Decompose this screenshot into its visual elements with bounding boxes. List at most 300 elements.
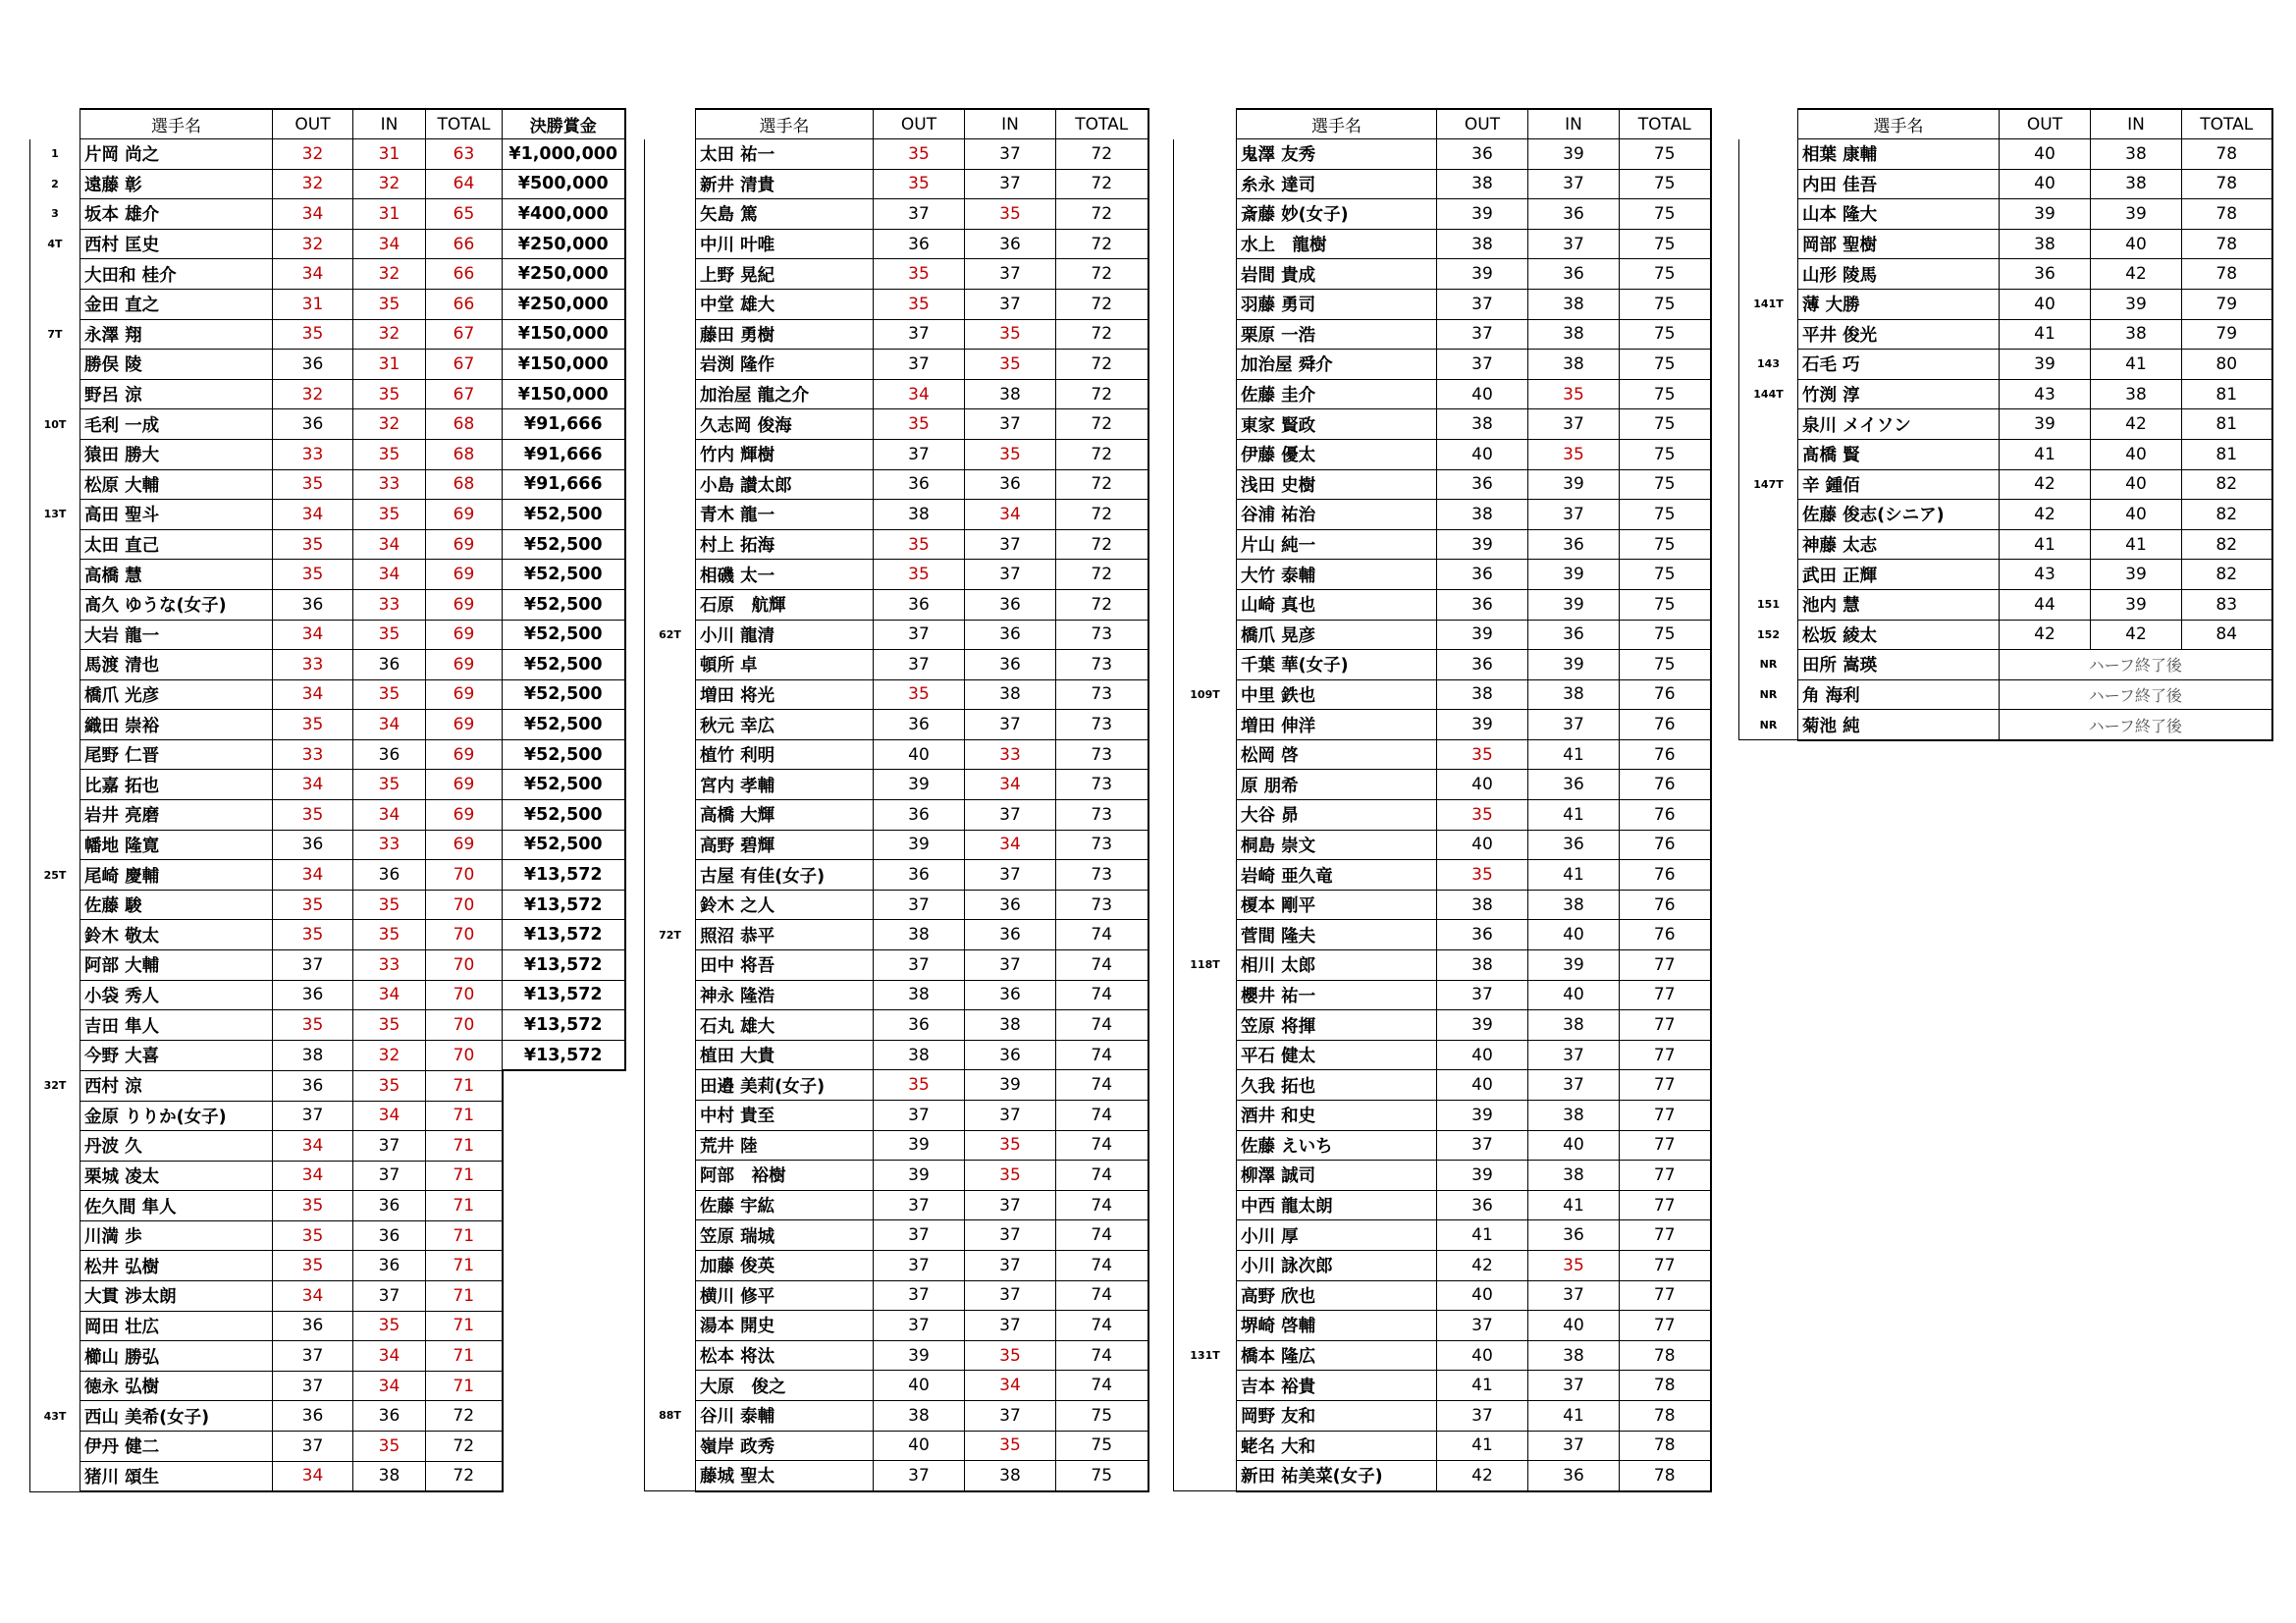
total-score: 74 <box>1056 920 1148 950</box>
in-score: 34 <box>965 500 1056 530</box>
out-score: 36 <box>874 469 965 500</box>
total-score: 76 <box>1620 830 1711 860</box>
in-score: 36 <box>965 980 1056 1010</box>
out-score: 42 <box>1437 1461 1528 1491</box>
total-score: 72 <box>1056 319 1148 350</box>
in-score: 38 <box>1528 319 1620 350</box>
player-name: 太田 直己 <box>80 529 273 560</box>
in-score: 35 <box>965 1431 1056 1461</box>
in-score: 36 <box>353 650 426 680</box>
table-row <box>1174 169 1711 199</box>
table-row <box>30 439 625 469</box>
rank-cell <box>1174 620 1237 650</box>
out-score: 43 <box>2000 560 2091 590</box>
rank-cell <box>645 1101 696 1131</box>
table-row <box>30 1401 625 1432</box>
rank-cell <box>1174 830 1237 860</box>
in-score: 34 <box>965 770 1056 800</box>
in-score: 40 <box>2091 469 2182 500</box>
table-row <box>1739 620 2272 650</box>
in-score: 34 <box>353 1101 426 1131</box>
out-score: 39 <box>874 1340 965 1371</box>
total-score: 73 <box>1056 860 1148 891</box>
rank-cell: 13T <box>30 500 80 530</box>
total-score: 74 <box>1056 1340 1148 1371</box>
table-row <box>30 650 625 680</box>
in-score: 31 <box>353 139 426 170</box>
in-score: 37 <box>965 1280 1056 1311</box>
prize-amount: ¥52,500 <box>503 650 625 680</box>
prize-amount: ¥52,500 <box>503 679 625 710</box>
rank-cell <box>1174 1070 1237 1101</box>
prize-amount: ¥52,500 <box>503 500 625 530</box>
half-finish-note: ハーフ終了後 <box>2000 710 2272 740</box>
table-row <box>30 620 625 650</box>
total-score: 72 <box>1056 229 1148 259</box>
player-name: 相川 太郎 <box>1237 950 1437 981</box>
table-row <box>1174 1130 1711 1161</box>
table-row <box>645 920 1148 950</box>
rank-cell: 152 <box>1739 620 1798 650</box>
player-name: 今野 大喜 <box>80 1040 273 1070</box>
total-score: 72 <box>1056 589 1148 620</box>
in-score: 35 <box>353 920 426 950</box>
rank-cell <box>645 650 696 680</box>
table-row <box>645 169 1148 199</box>
total-header: TOTAL <box>2182 109 2272 139</box>
out-score: 35 <box>273 710 353 740</box>
rank-cell: NR <box>1739 650 1798 680</box>
table-row <box>1174 1431 1711 1461</box>
total-score: 81 <box>2182 379 2272 409</box>
player-name: 片山 純一 <box>1237 529 1437 560</box>
in-score: 36 <box>965 920 1056 950</box>
table-row <box>645 890 1148 920</box>
player-name: 大谷 昴 <box>1237 800 1437 831</box>
table-row <box>1739 439 2272 469</box>
total-score: 69 <box>426 770 503 800</box>
rank-cell: 3 <box>30 199 80 230</box>
rank-cell: NR <box>1739 679 1798 710</box>
out-score: 37 <box>874 890 965 920</box>
rank-cell <box>30 589 80 620</box>
rank-cell <box>30 1251 80 1281</box>
total-score: 71 <box>426 1131 503 1162</box>
table-row <box>30 1191 625 1221</box>
out-score: 34 <box>273 860 353 891</box>
in-score: 41 <box>1528 1190 1620 1220</box>
out-score: 37 <box>874 199 965 230</box>
out-score: 39 <box>874 1130 965 1161</box>
rank-header <box>30 109 80 139</box>
rank-cell <box>645 1220 696 1251</box>
in-score: 38 <box>1528 350 1620 380</box>
prize-amount: ¥250,000 <box>503 229 625 259</box>
player-name: 鈴木 之人 <box>696 890 874 920</box>
out-score: 43 <box>2000 379 2091 409</box>
prize-amount: ¥13,572 <box>503 1040 625 1070</box>
in-score: 38 <box>1528 1010 1620 1041</box>
player-name: 金原 りりか(女子) <box>80 1101 273 1131</box>
player-name: 岡部 聖樹 <box>1798 229 2000 259</box>
player-name: 神藤 太志 <box>1798 529 2000 560</box>
out-score: 37 <box>874 350 965 380</box>
in-score: 41 <box>1528 860 1620 891</box>
out-score: 39 <box>1437 529 1528 560</box>
in-score: 35 <box>965 439 1056 469</box>
in-score: 38 <box>965 1010 1056 1041</box>
out-score: 32 <box>273 379 353 409</box>
total-score: 72 <box>426 1461 503 1491</box>
rank-cell <box>1174 1220 1237 1251</box>
out-score: 35 <box>874 1070 965 1101</box>
rank-cell <box>645 289 696 319</box>
player-name: 中里 鉄也 <box>1237 679 1437 710</box>
in-score: 38 <box>1528 1340 1620 1371</box>
table-row <box>1739 169 2272 199</box>
rank-cell <box>645 1190 696 1220</box>
prize-amount: ¥500,000 <box>503 169 625 199</box>
total-score: 69 <box>426 650 503 680</box>
rank-cell <box>645 710 696 740</box>
table-row <box>1739 589 2272 620</box>
rank-cell: 32T <box>30 1070 80 1101</box>
out-score: 34 <box>273 199 353 230</box>
player-name: 村上 拓海 <box>696 529 874 560</box>
out-header: OUT <box>874 109 965 139</box>
rank-cell <box>1174 1371 1237 1401</box>
table-row <box>1174 679 1711 710</box>
table-row <box>1174 529 1711 560</box>
rank-cell <box>1739 199 1798 230</box>
in-score: 34 <box>965 1371 1056 1401</box>
out-score: 40 <box>2000 289 2091 319</box>
table-row <box>645 1161 1148 1191</box>
out-score: 35 <box>874 409 965 440</box>
player-name: 小川 詠次郎 <box>1237 1250 1437 1280</box>
prize-amount: ¥52,500 <box>503 710 625 740</box>
total-score: 75 <box>1620 259 1711 290</box>
rank-cell <box>1739 439 1798 469</box>
out-score: 35 <box>1437 860 1528 891</box>
out-score: 37 <box>273 950 353 981</box>
player-name: 大原 俊之 <box>696 1371 874 1401</box>
player-name: 橋爪 光彦 <box>80 679 273 710</box>
table-row <box>30 860 625 891</box>
table-row <box>30 500 625 530</box>
player-name: 嶺岸 政秀 <box>696 1431 874 1461</box>
out-score: 36 <box>874 589 965 620</box>
in-score: 36 <box>965 589 1056 620</box>
in-score: 37 <box>353 1131 426 1162</box>
rank-cell <box>30 1432 80 1462</box>
out-score: 39 <box>874 830 965 860</box>
table-row <box>1174 1220 1711 1251</box>
rank-cell <box>645 139 696 170</box>
in-score: 32 <box>353 169 426 199</box>
out-score: 37 <box>1437 350 1528 380</box>
out-score: 38 <box>874 920 965 950</box>
table-row <box>30 920 625 950</box>
rank-cell <box>1174 920 1237 950</box>
player-name: 髙橋 賢 <box>1798 439 2000 469</box>
in-score: 36 <box>1528 259 1620 290</box>
total-score: 69 <box>426 560 503 590</box>
total-score: 72 <box>426 1401 503 1432</box>
total-score: 71 <box>426 1281 503 1312</box>
player-name: 高野 碧輝 <box>696 830 874 860</box>
table-row <box>30 1070 625 1101</box>
in-header: IN <box>965 109 1056 139</box>
in-score: 40 <box>1528 920 1620 950</box>
out-score: 39 <box>1437 1010 1528 1041</box>
table-row <box>645 589 1148 620</box>
out-score: 40 <box>1437 379 1528 409</box>
rank-cell <box>645 830 696 860</box>
in-score: 37 <box>965 1400 1056 1431</box>
out-score: 34 <box>273 1131 353 1162</box>
player-name: 佐藤 宇紘 <box>696 1190 874 1220</box>
in-score: 36 <box>1528 1220 1620 1251</box>
total-score: 73 <box>1056 620 1148 650</box>
out-score: 35 <box>273 319 353 350</box>
total-score: 83 <box>2182 589 2272 620</box>
out-score: 35 <box>273 1191 353 1221</box>
table-row <box>1174 350 1711 380</box>
prize-amount: ¥13,572 <box>503 860 625 891</box>
table-row <box>30 1251 625 1281</box>
out-score: 39 <box>2000 199 2091 230</box>
table-row <box>1174 1070 1711 1101</box>
total-score: 73 <box>1056 679 1148 710</box>
table-row <box>30 980 625 1010</box>
in-score: 33 <box>353 469 426 500</box>
name-header: 選手名 <box>80 109 273 139</box>
total-score: 74 <box>1056 1220 1148 1251</box>
rank-cell <box>30 1311 80 1341</box>
total-score: 70 <box>426 1040 503 1070</box>
player-name: 久志岡 俊海 <box>696 409 874 440</box>
player-name: 笠原 将揮 <box>1237 1010 1437 1041</box>
total-score: 81 <box>2182 439 2272 469</box>
in-score: 37 <box>1528 1070 1620 1101</box>
player-name: 櫻井 祐一 <box>1237 980 1437 1010</box>
total-score: 72 <box>1056 139 1148 170</box>
player-name: 石原 航輝 <box>696 589 874 620</box>
out-score: 35 <box>874 560 965 590</box>
player-name: 千葉 華(女子) <box>1237 650 1437 680</box>
total-score: 76 <box>1620 679 1711 710</box>
in-score: 38 <box>2091 319 2182 350</box>
player-name: 松岡 啓 <box>1237 739 1437 770</box>
player-name: 栗城 凌太 <box>80 1161 273 1191</box>
total-score: 75 <box>1056 1461 1148 1491</box>
table-row <box>1739 319 2272 350</box>
out-score: 41 <box>2000 439 2091 469</box>
player-name: 浅田 史樹 <box>1237 469 1437 500</box>
out-score: 36 <box>1437 589 1528 620</box>
player-name: 桐島 崇文 <box>1237 830 1437 860</box>
player-name: 谷川 泰輔 <box>696 1400 874 1431</box>
rank-cell <box>1739 409 1798 440</box>
in-score: 37 <box>965 950 1056 981</box>
in-score: 40 <box>2091 500 2182 530</box>
player-name: 笠原 瑞城 <box>696 1220 874 1251</box>
out-score: 34 <box>273 1161 353 1191</box>
total-score: 77 <box>1620 1101 1711 1131</box>
player-name: 新田 祐美菜(女子) <box>1237 1461 1437 1491</box>
total-score: 78 <box>2182 169 2272 199</box>
total-score: 70 <box>426 950 503 981</box>
total-score: 78 <box>2182 229 2272 259</box>
table-row <box>1174 1190 1711 1220</box>
total-score: 77 <box>1620 1040 1711 1070</box>
prize-amount: ¥13,572 <box>503 950 625 981</box>
rank-cell <box>645 350 696 380</box>
out-score: 33 <box>273 439 353 469</box>
rank-cell <box>30 560 80 590</box>
table-row <box>645 1070 1148 1101</box>
out-score: 38 <box>1437 950 1528 981</box>
table-row <box>1174 500 1711 530</box>
player-name: 橋本 隆広 <box>1237 1340 1437 1371</box>
table-row <box>1174 710 1711 740</box>
out-score: 36 <box>874 229 965 259</box>
player-name: 高橋 大輝 <box>696 800 874 831</box>
rank-cell <box>1174 259 1237 290</box>
rank-cell <box>1739 229 1798 259</box>
rank-cell <box>645 319 696 350</box>
name-header: 選手名 <box>1798 109 2000 139</box>
table-row <box>1174 259 1711 290</box>
out-score: 37 <box>874 1311 965 1341</box>
in-score: 40 <box>1528 980 1620 1010</box>
rank-cell <box>645 529 696 560</box>
in-score: 37 <box>965 1101 1056 1131</box>
rank-cell <box>30 379 80 409</box>
total-score: 71 <box>426 1191 503 1221</box>
player-name: 橋爪 晃彦 <box>1237 620 1437 650</box>
in-score: 38 <box>1528 289 1620 319</box>
out-score: 35 <box>874 529 965 560</box>
out-score: 38 <box>874 1400 965 1431</box>
total-score: 74 <box>1056 1101 1148 1131</box>
rank-cell <box>30 1220 80 1251</box>
rank-cell <box>30 1461 80 1491</box>
rank-cell <box>645 950 696 981</box>
in-score: 35 <box>1528 439 1620 469</box>
total-score: 75 <box>1620 620 1711 650</box>
player-name: 尾野 仁晋 <box>80 739 273 770</box>
rank-cell: 151 <box>1739 589 1798 620</box>
in-score: 37 <box>965 1190 1056 1220</box>
in-score: 39 <box>1528 950 1620 981</box>
rank-cell <box>645 379 696 409</box>
rank-cell <box>1174 500 1237 530</box>
rank-cell <box>1739 560 1798 590</box>
total-score: 73 <box>1056 650 1148 680</box>
in-score: 33 <box>965 739 1056 770</box>
out-score: 36 <box>874 710 965 740</box>
out-score: 40 <box>1437 770 1528 800</box>
player-name: 金田 直之 <box>80 289 273 319</box>
prize-amount: ¥52,500 <box>503 739 625 770</box>
out-score: 41 <box>1437 1431 1528 1461</box>
player-name: 永澤 翔 <box>80 319 273 350</box>
table-row <box>30 1311 625 1341</box>
rank-cell <box>1174 890 1237 920</box>
half-finish-note: ハーフ終了後 <box>2000 650 2272 680</box>
in-score: 40 <box>2091 439 2182 469</box>
in-score: 38 <box>1528 679 1620 710</box>
player-name: 片岡 尚之 <box>80 139 273 170</box>
table-row <box>1739 229 2272 259</box>
rank-cell <box>1174 589 1237 620</box>
in-score: 36 <box>965 620 1056 650</box>
total-score: 75 <box>1620 229 1711 259</box>
player-name: 幡地 隆寛 <box>80 830 273 860</box>
total-score: 76 <box>1620 770 1711 800</box>
total-score: 71 <box>426 1220 503 1251</box>
in-score: 35 <box>353 1010 426 1041</box>
player-name: 吉田 隼人 <box>80 1010 273 1041</box>
table-row <box>1174 860 1711 891</box>
table-row <box>30 950 625 981</box>
rank-cell <box>1174 1190 1237 1220</box>
player-name: 藤城 聖太 <box>696 1461 874 1491</box>
total-score: 74 <box>1056 1070 1148 1101</box>
rank-cell <box>30 1101 80 1131</box>
in-score: 38 <box>965 1461 1056 1491</box>
out-score: 35 <box>273 560 353 590</box>
rank-cell <box>30 1341 80 1372</box>
rank-cell: 131T <box>1174 1340 1237 1371</box>
total-score: 77 <box>1620 950 1711 981</box>
rank-cell <box>30 529 80 560</box>
rank-cell: 118T <box>1174 950 1237 981</box>
in-score: 36 <box>353 1191 426 1221</box>
rank-cell <box>645 589 696 620</box>
rank-cell <box>645 739 696 770</box>
prize-amount: ¥52,500 <box>503 770 625 800</box>
table-row <box>30 379 625 409</box>
player-name: 秋元 幸広 <box>696 710 874 740</box>
table-header-row <box>30 109 625 139</box>
in-score: 36 <box>353 1251 426 1281</box>
player-name: 坂本 雄介 <box>80 199 273 230</box>
rank-cell: 25T <box>30 860 80 891</box>
out-score: 36 <box>273 1401 353 1432</box>
player-name: 大竹 泰輔 <box>1237 560 1437 590</box>
rank-cell <box>1174 1431 1237 1461</box>
prize-amount: ¥13,572 <box>503 980 625 1010</box>
player-name: 西村 匡史 <box>80 229 273 259</box>
out-score: 39 <box>1437 620 1528 650</box>
in-score: 36 <box>965 1040 1056 1070</box>
rank-cell <box>645 679 696 710</box>
rank-cell <box>1739 139 1798 170</box>
in-score: 34 <box>353 1341 426 1372</box>
out-score: 37 <box>1437 1311 1528 1341</box>
in-score: 37 <box>1528 710 1620 740</box>
results-table-2 <box>644 108 1149 1492</box>
out-score: 39 <box>2000 350 2091 380</box>
out-score: 36 <box>273 1070 353 1101</box>
table-row <box>30 1461 625 1491</box>
player-name: 岡野 友和 <box>1237 1400 1437 1431</box>
out-score: 34 <box>273 679 353 710</box>
player-name: 佐久間 隼人 <box>80 1191 273 1221</box>
